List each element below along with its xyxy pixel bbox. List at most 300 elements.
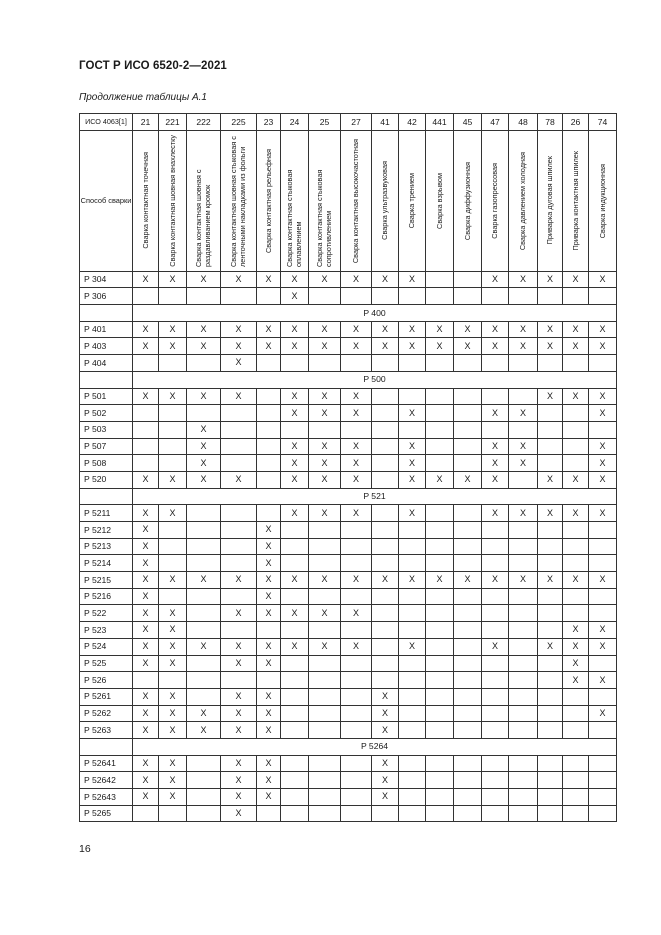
table-cell [281,772,309,789]
table-cell [589,455,617,472]
table-cell [309,572,341,589]
table-cell [589,271,617,288]
group-code-blank [80,371,133,388]
applicable-mark: X [599,390,606,401]
table-cell [341,321,372,338]
row-code: P 401 [80,321,133,338]
table-cell [509,288,538,305]
table-cell [538,438,563,455]
applicable-mark: X [408,641,415,652]
table-cell [341,572,372,589]
applicable-mark: X [200,324,207,335]
table-cell [133,638,159,655]
applicable-mark: X [546,641,553,652]
table-cell [257,789,281,806]
applicable-mark: X [142,774,149,785]
table-cell [221,321,257,338]
table-row [80,622,617,639]
applicable-mark: X [519,324,526,335]
table-cell [426,338,454,355]
table-cell [341,622,372,639]
group-code-blank [80,738,133,755]
table-cell [309,271,341,288]
table-cell [159,805,187,822]
header-name-row [80,130,617,271]
table-cell [563,505,589,522]
table-cell [482,538,509,555]
applicable-mark: X [142,757,149,768]
column-name-cell [309,130,341,271]
table-cell [159,772,187,789]
table-cell [399,321,426,338]
table-cell [426,438,454,455]
table-cell [309,622,341,639]
applicable-mark: X [436,324,443,335]
table-cell [341,722,372,739]
table-cell [538,421,563,438]
table-cell [372,638,399,655]
table-cell [589,722,617,739]
table-cell [454,271,482,288]
table-cell [399,605,426,622]
table-cell [187,772,221,789]
applicable-mark: X [169,641,176,652]
document-title: ГОСТ Р ИСО 6520-2—2021 [79,60,227,72]
table-row [80,755,617,772]
table-cell [563,572,589,589]
table-cell [589,772,617,789]
table-row [80,638,617,655]
table-cell [257,271,281,288]
table-cell [341,705,372,722]
table-cell [372,505,399,522]
table-cell [133,672,159,689]
table-cell [509,538,538,555]
table-row [80,688,617,705]
table-cell [426,672,454,689]
table-cell [426,655,454,672]
table-cell [257,655,281,672]
table-cell [187,338,221,355]
table-cell [426,321,454,338]
applicable-mark: X [142,507,149,518]
row-code: P 5216 [80,588,133,605]
table-cell [538,505,563,522]
applicable-mark: X [599,624,606,635]
applicable-mark: X [235,340,242,351]
column-name-21: Сварка контактная точечная [140,152,150,249]
applicable-mark: X [291,290,298,301]
table-cell [538,672,563,689]
table-cell [281,789,309,806]
table-cell [257,588,281,605]
applicable-mark: X [265,591,272,602]
applicable-mark: X [519,574,526,585]
table-cell [309,638,341,655]
table-cell [399,805,426,822]
applicable-mark: X [142,557,149,568]
table-cell [399,388,426,405]
table-cell [454,321,482,338]
table-cell [309,288,341,305]
table-cell [281,622,309,639]
table-cell [281,288,309,305]
table-row [80,572,617,589]
table-cell [426,705,454,722]
applicable-mark: X [142,624,149,635]
table-cell [257,388,281,405]
table-cell [538,688,563,705]
table-cell [187,438,221,455]
table-cell [454,538,482,555]
column-name-cell [563,130,589,271]
table-cell [399,555,426,572]
table-cell [221,505,257,522]
table-row [80,722,617,739]
table-cell [372,288,399,305]
table-cell [281,588,309,605]
table-cell [589,622,617,639]
table-cell [563,388,589,405]
applicable-mark: X [142,691,149,702]
column-code-441: 441 [426,114,454,131]
column-name-cell [372,130,399,271]
table-cell [309,438,341,455]
applicable-mark: X [169,574,176,585]
page-number: 16 [79,843,91,855]
applicable-mark: X [169,791,176,802]
table-cell [309,338,341,355]
applicable-mark: X [291,324,298,335]
table-cell [159,722,187,739]
table-caption: Продолжение таблицы А.1 [79,92,207,103]
table-cell [281,388,309,405]
applicable-mark: X [491,507,498,518]
table-cell [159,705,187,722]
table-row [80,672,617,689]
applicable-mark: X [381,691,388,702]
table-cell [257,421,281,438]
applicable-mark: X [291,274,298,285]
table-cell [309,455,341,472]
table-cell [187,405,221,422]
applicable-mark: X [408,440,415,451]
table-cell [454,505,482,522]
applicable-mark: X [291,474,298,485]
table-cell [341,655,372,672]
table-cell [509,505,538,522]
table-cell [341,805,372,822]
table-cell [426,688,454,705]
row-code: P 502 [80,405,133,422]
group-label: P 521 [133,488,617,505]
table-cell [221,455,257,472]
table-cell [589,388,617,405]
applicable-mark: X [265,657,272,668]
table-cell [187,805,221,822]
table-cell [509,755,538,772]
table-cell [509,438,538,455]
applicable-mark: X [200,390,207,401]
row-code: P 507 [80,438,133,455]
table-cell [589,505,617,522]
applicable-mark: X [546,474,553,485]
applicable-mark: X [519,340,526,351]
table-cell [281,688,309,705]
table-cell [538,789,563,806]
table-cell [399,455,426,472]
table-cell [187,755,221,772]
table-cell [372,755,399,772]
table-cell [281,572,309,589]
applicable-mark: X [200,724,207,735]
table-cell [509,572,538,589]
column-name-222: Сварка контактная шовная с раздавливанием кромок [194,169,213,267]
applicable-mark: X [265,274,272,285]
table-cell [281,321,309,338]
applicable-mark: X [491,324,498,335]
table-cell [482,588,509,605]
applicable-mark: X [572,624,579,635]
column-code-74: 74 [589,114,617,131]
row-code: P 306 [80,288,133,305]
applicable-mark: X [491,574,498,585]
applicable-mark: X [352,574,359,585]
table-cell [341,505,372,522]
table-cell [221,705,257,722]
table-cell [341,271,372,288]
table-cell [281,722,309,739]
table-cell [538,338,563,355]
applicable-mark: X [265,691,272,702]
row-code: P 526 [80,672,133,689]
table-cell [563,455,589,472]
table-cell [309,355,341,372]
table-cell [187,321,221,338]
table-cell [399,638,426,655]
table-cell [159,755,187,772]
applicable-mark: X [265,724,272,735]
table-cell [372,672,399,689]
table-cell [482,672,509,689]
column-name-cell [454,130,482,271]
table-cell [221,605,257,622]
table-row [80,588,617,605]
table-cell [454,722,482,739]
table-cell [133,622,159,639]
applicable-mark: X [142,390,149,401]
column-code-45: 45 [454,114,482,131]
table-cell [281,355,309,372]
table-cell [426,355,454,372]
table-cell [509,421,538,438]
table-cell [563,471,589,488]
applicable-mark: X [169,340,176,351]
applicable-mark: X [572,574,579,585]
applicable-mark: X [352,274,359,285]
applicable-mark: X [235,324,242,335]
table-row [80,789,617,806]
applicable-mark: X [291,574,298,585]
table-cell [589,555,617,572]
table-cell [309,538,341,555]
applicable-mark: X [572,274,579,285]
table-cell [281,605,309,622]
applicable-mark: X [599,340,606,351]
applicable-mark: X [599,474,606,485]
table-cell [341,672,372,689]
applicable-mark: X [352,507,359,518]
applicable-mark: X [408,474,415,485]
table-row [80,555,617,572]
column-name-cell [589,130,617,271]
table-cell [563,805,589,822]
table-cell [399,622,426,639]
applicable-mark: X [352,641,359,652]
table-cell [426,388,454,405]
table-cell [257,522,281,539]
table-row [80,505,617,522]
applicable-mark: X [265,791,272,802]
table-cell [372,538,399,555]
applicable-mark: X [381,340,388,351]
table-cell [159,405,187,422]
table-cell [563,705,589,722]
column-code-47: 47 [482,114,509,131]
table-cell [159,438,187,455]
table-cell [257,605,281,622]
applicable-mark: X [321,390,328,401]
table-cell [509,722,538,739]
table-cell [281,655,309,672]
table-cell [482,722,509,739]
applicable-mark: X [352,440,359,451]
table-cell [563,555,589,572]
table-cell [426,572,454,589]
applicable-mark: X [291,457,298,468]
table-cell [159,321,187,338]
table-cell [281,505,309,522]
table-cell [372,588,399,605]
table-cell [159,538,187,555]
table-cell [482,455,509,472]
table-cell [309,655,341,672]
applicable-mark: X [491,641,498,652]
table-cell [281,271,309,288]
row-code: P 403 [80,338,133,355]
applicable-mark: X [599,641,606,652]
table-cell [341,471,372,488]
table-cell [482,789,509,806]
applicable-mark: X [235,641,242,652]
table-cell [257,471,281,488]
row-code: P 524 [80,638,133,655]
table-cell [309,321,341,338]
table-cell [341,338,372,355]
applicable-mark: X [169,707,176,718]
column-code-48: 48 [509,114,538,131]
applicable-mark: X [408,340,415,351]
column-name-441: Сварка взрывом [434,172,444,229]
table-cell [281,421,309,438]
column-code-42: 42 [399,114,426,131]
table-cell [454,572,482,589]
table-cell [482,772,509,789]
group-row [80,738,617,755]
column-name-48: Сварка давлением холодная [518,151,528,250]
table-cell [309,688,341,705]
table-cell [589,438,617,455]
table-cell [187,538,221,555]
row-code: P 304 [80,271,133,288]
table-cell [589,755,617,772]
table-cell [509,588,538,605]
table-cell [133,522,159,539]
weld-codes-table [79,113,617,822]
applicable-mark: X [321,324,328,335]
applicable-mark: X [381,574,388,585]
header-code-row [80,114,617,131]
table-cell [589,805,617,822]
table-cell [563,321,589,338]
table-cell [563,355,589,372]
table-cell [187,722,221,739]
table-cell [257,505,281,522]
row-code: P 501 [80,388,133,405]
table-cell [509,789,538,806]
table-cell [563,271,589,288]
table-cell [187,655,221,672]
table-cell [309,555,341,572]
applicable-mark: X [572,474,579,485]
table-cell [133,455,159,472]
table-cell [454,471,482,488]
table-cell [563,338,589,355]
table-cell [372,321,399,338]
column-name-78: Приварка дуговая шпилек [545,156,555,245]
table-cell [509,338,538,355]
table-cell [281,338,309,355]
table-cell [159,455,187,472]
column-name-cell [482,130,509,271]
table-cell [221,438,257,455]
table-cell [589,789,617,806]
table-cell [454,288,482,305]
table-cell [538,605,563,622]
table-cell [399,588,426,605]
applicable-mark: X [142,474,149,485]
table-cell [309,421,341,438]
table-cell [133,538,159,555]
table-cell [589,588,617,605]
table-cell [372,605,399,622]
table-cell [341,638,372,655]
row-code: P 52643 [80,789,133,806]
table-cell [159,638,187,655]
table-row [80,605,617,622]
table-cell [509,271,538,288]
table-cell [538,522,563,539]
table-cell [482,522,509,539]
table-cell [133,588,159,605]
applicable-mark: X [408,324,415,335]
table-cell [399,438,426,455]
table-cell [281,755,309,772]
column-name-cell [538,130,563,271]
applicable-mark: X [200,574,207,585]
applicable-mark: X [491,407,498,418]
column-code-78: 78 [538,114,563,131]
